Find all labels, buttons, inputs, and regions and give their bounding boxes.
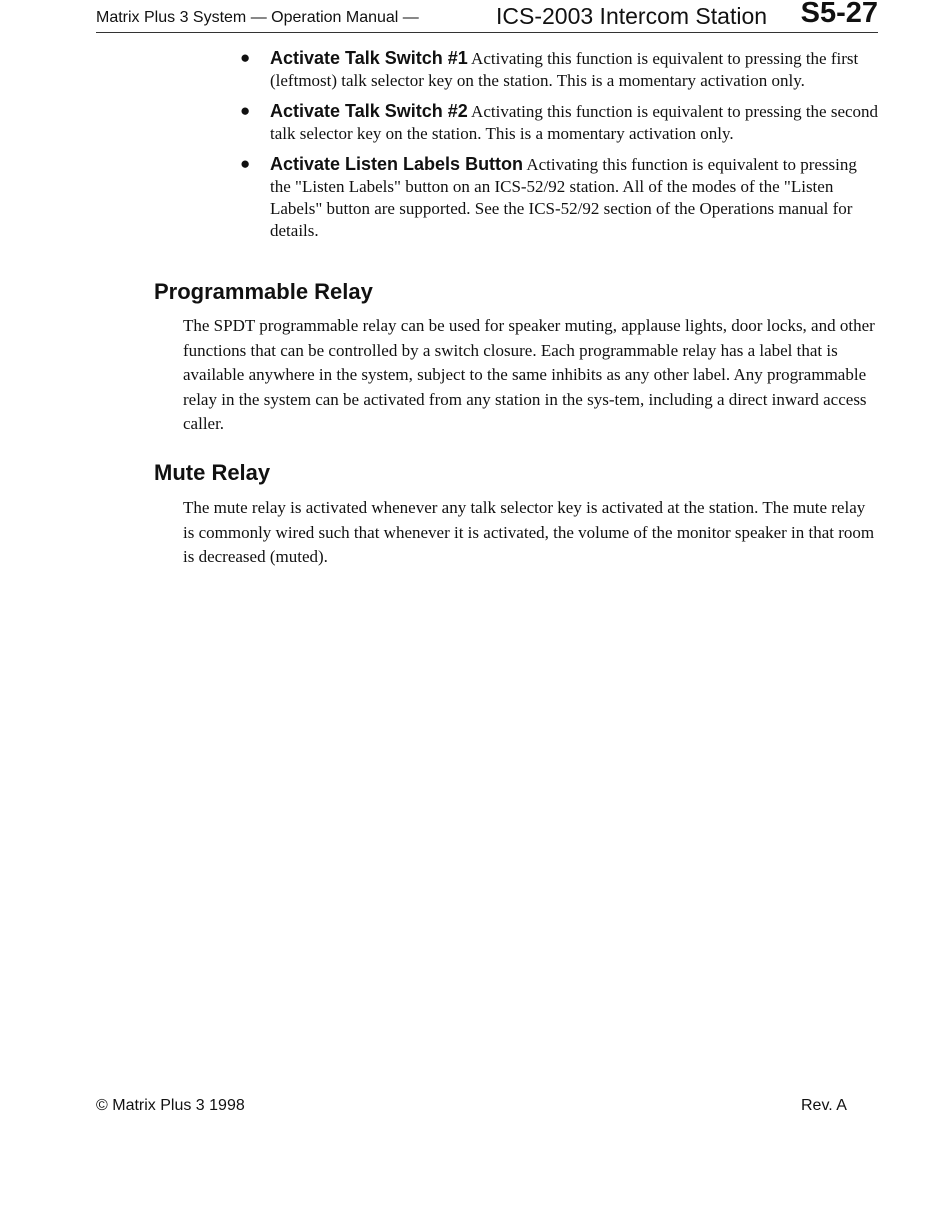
section-heading-programmable-relay: Programmable Relay — [154, 279, 373, 304]
bullet-icon: ● — [240, 101, 251, 120]
list-item-title: Activate Talk Switch #2 — [270, 101, 468, 121]
list-item — [236, 100, 881, 145]
section-body-mute-relay: The mute relay is activated whenever any talk selector key is activated at the station. The mute relay is commonly wired such that whenever it is activated, the volume of the monitor speaker in that room is decreased (muted). — [183, 498, 875, 566]
list-item-text: Activating this function is equivalent to pressing the second talk selector key on the station. This is a momentary activation only. — [270, 102, 879, 143]
bullet-icon: ● — [240, 154, 251, 173]
page-number: S5-27 — [800, 0, 878, 29]
list-item-text: Activating this function is equivalent to pressing the first (leftmost) talk selector key on the station. This is a momentary activation only. — [270, 49, 859, 90]
list-item-title: Activate Talk Switch #1 — [270, 48, 468, 68]
list-item-text: Activating this function is equivalent to pressing the "Listen Labels" button on an ICS-52/92 station. All of the modes of the "Listen Labels" button are supported. See the ICS-52/92 section of the Operations manual for details. — [270, 155, 857, 240]
page-header — [96, 0, 878, 33]
copyright-notice: © Matrix Plus 3 1998 — [96, 1097, 245, 1114]
list-item — [236, 47, 881, 92]
section-body-programmable-relay: The SPDT programmable relay can be used for speaker muting, applause lights, door locks, and other functions that can be controlled by a switch closure. Each programmable relay has a label that is available anywhere in the system, subject to the same inhibits as any other label. Any programmable relay in the system can be activated from any station in the sys-tem, including a direct inward access caller. — [183, 316, 875, 433]
list-item-title: Activate Listen Labels Button — [270, 154, 524, 174]
bullet-icon: ● — [240, 48, 251, 67]
manual-title: Matrix Plus 3 System — Operation Manual — — [96, 9, 419, 26]
chapter-title: ICS-2003 Intercom Station — [496, 3, 768, 29]
section-heading-mute-relay: Mute Relay — [154, 460, 271, 485]
revision-label: Rev. A — [801, 1097, 847, 1114]
function-list — [236, 47, 881, 250]
list-item — [236, 153, 881, 242]
